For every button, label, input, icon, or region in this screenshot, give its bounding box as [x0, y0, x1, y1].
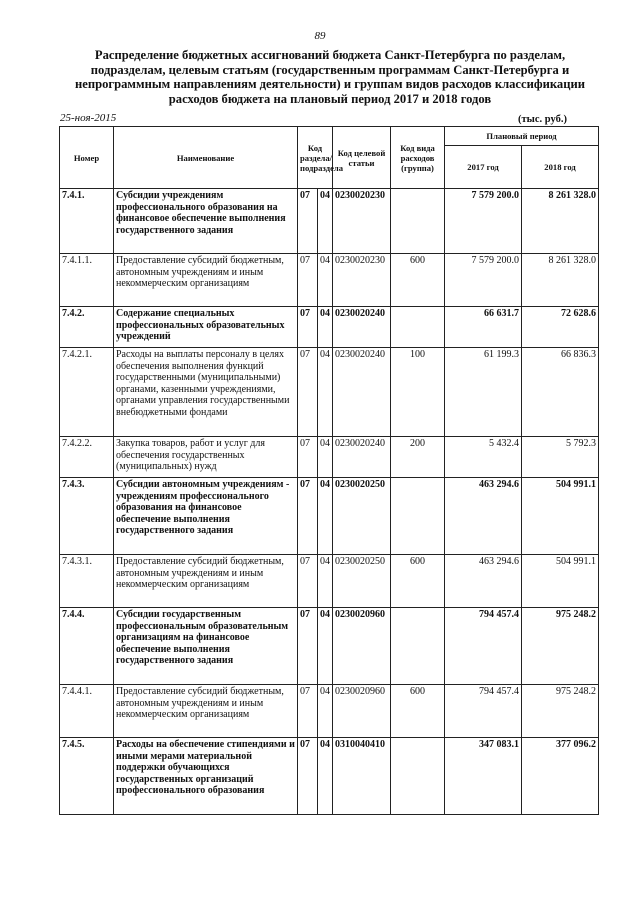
row-2018: 5 792.3: [522, 437, 599, 478]
row-name: Расходы на выплаты персоналу в целях обеспечения выполнения функций государственными (муниципальными) органами, казенными учреждениями, органами управления государственными внебюджетными фондами: [114, 348, 298, 437]
table-row: [60, 348, 599, 437]
row-target: 0230020240: [333, 348, 391, 437]
row-section: 07: [298, 437, 318, 478]
row-2018: 66 836.3: [522, 348, 599, 437]
row-2018: 377 096.2: [522, 738, 599, 815]
row-target: 0230020250: [333, 478, 391, 555]
row-2018: 504 991.1: [522, 555, 599, 608]
row-section: 07: [298, 478, 318, 555]
page-number: 89: [314, 30, 326, 42]
row-name: Субсидии государственным профессиональным образовательным организациям на финансовое обеспечение выполнения государственного задания: [114, 608, 298, 685]
row-name: Закупка товаров, работ и услуг для обеспечения государственных (муниципальных) нужд: [114, 437, 298, 478]
row-type: 100: [391, 348, 445, 437]
row-section: 07: [298, 555, 318, 608]
row-section: 07: [298, 608, 318, 685]
row-number: 7.4.1.: [60, 189, 114, 254]
row-2017: 794 457.4: [445, 685, 522, 738]
row-section: 07: [298, 738, 318, 815]
header-section: Код раздела/ подраздела: [298, 127, 333, 189]
row-name: Предоставление субсидий бюджетным, автономным учреждениям и иным некоммерческим организациям: [114, 254, 298, 307]
row-2017: 463 294.6: [445, 555, 522, 608]
row-type: [391, 478, 445, 555]
row-target: 0310040410: [333, 738, 391, 815]
row-number: 7.4.5.: [60, 738, 114, 815]
row-2017: 61 199.3: [445, 348, 522, 437]
row-section: 07: [298, 254, 318, 307]
header-target: Код целевой статьи: [333, 127, 391, 189]
row-type: [391, 307, 445, 348]
row-name: Субсидии учреждениям профессионального образования на финансовое обеспечение выполнения государственного задания: [114, 189, 298, 254]
header-number: Номер: [60, 127, 114, 189]
row-target: 0230020240: [333, 437, 391, 478]
row-2018: 504 991.1: [522, 478, 599, 555]
table-header-row: [60, 127, 599, 146]
row-type: [391, 608, 445, 685]
row-type: 600: [391, 254, 445, 307]
row-subsection: 04: [318, 348, 333, 437]
row-section: 07: [298, 348, 318, 437]
row-number: 7.4.2.2.: [60, 437, 114, 478]
document-title: Распределение бюджетных ассигнований бюджета Санкт-Петербурга по разделам, подразделам, целевым статьям (государственным программам Санкт-Петербурга и непрограммным направлениям деятельности) и группам видов расходов классификации расходов бюджета на плановый период 2017 и 2018 годов: [75, 48, 585, 106]
row-type: 600: [391, 555, 445, 608]
table-row: [60, 685, 599, 738]
units-label: (тыс. руб.): [518, 114, 567, 125]
row-subsection: 04: [318, 738, 333, 815]
row-subsection: 04: [318, 478, 333, 555]
row-name: Субсидии автономным учреждениям - учреждениям профессионального образования на финансовое обеспечение выполнения государственного задания: [114, 478, 298, 555]
row-target: 0230020960: [333, 685, 391, 738]
row-type: 200: [391, 437, 445, 478]
row-name: Предоставление субсидий бюджетным, автономным учреждениям и иным некоммерческим организациям: [114, 685, 298, 738]
row-2018: 72 628.6: [522, 307, 599, 348]
header-2017: 2017 год: [445, 146, 522, 189]
header-name: Наименование: [114, 127, 298, 189]
row-type: [391, 738, 445, 815]
row-number: 7.4.1.1.: [60, 254, 114, 307]
row-name: Расходы на обеспечение стипендиями и иными мерами материальной поддержки обучающихся государственных организаций профессионального образования: [114, 738, 298, 815]
row-2018: 8 261 328.0: [522, 254, 599, 307]
header-type: Код вида расходов (группа): [391, 127, 445, 189]
row-name: Предоставление субсидий бюджетным, автономным учреждениям и иным некоммерческим организациям: [114, 555, 298, 608]
table-row: [60, 555, 599, 608]
budget-table: [59, 126, 599, 815]
table-row: [60, 437, 599, 478]
row-number: 7.4.4.1.: [60, 685, 114, 738]
row-subsection: 04: [318, 685, 333, 738]
row-number: 7.4.3.1.: [60, 555, 114, 608]
row-2017: 463 294.6: [445, 478, 522, 555]
row-subsection: 04: [318, 189, 333, 254]
row-target: 0230020230: [333, 254, 391, 307]
row-section: 07: [298, 307, 318, 348]
document-date: 25-ноя-2015: [60, 112, 117, 124]
row-subsection: 04: [318, 437, 333, 478]
row-target: 0230020250: [333, 555, 391, 608]
row-number: 7.4.2.1.: [60, 348, 114, 437]
table-row: [60, 189, 599, 254]
row-2018: 8 261 328.0: [522, 189, 599, 254]
table-row: [60, 254, 599, 307]
row-type: [391, 189, 445, 254]
row-subsection: 04: [318, 608, 333, 685]
row-2017: 66 631.7: [445, 307, 522, 348]
row-number: 7.4.4.: [60, 608, 114, 685]
table-row: [60, 738, 599, 815]
row-2017: 7 579 200.0: [445, 189, 522, 254]
row-target: 0230020240: [333, 307, 391, 348]
row-2018: 975 248.2: [522, 685, 599, 738]
row-number: 7.4.2.: [60, 307, 114, 348]
table-row: [60, 608, 599, 685]
row-subsection: 04: [318, 555, 333, 608]
row-name: Содержание специальных профессиональных образовательных учреждений: [114, 307, 298, 348]
row-2017: 794 457.4: [445, 608, 522, 685]
row-subsection: 04: [318, 254, 333, 307]
row-2017: 7 579 200.0: [445, 254, 522, 307]
row-target: 0230020230: [333, 189, 391, 254]
row-type: 600: [391, 685, 445, 738]
table-row: [60, 478, 599, 555]
row-2017: 5 432.4: [445, 437, 522, 478]
header-period: Плановый период: [445, 127, 599, 146]
row-target: 0230020960: [333, 608, 391, 685]
table-row: [60, 307, 599, 348]
row-section: 07: [298, 685, 318, 738]
row-2017: 347 083.1: [445, 738, 522, 815]
row-number: 7.4.3.: [60, 478, 114, 555]
row-2018: 975 248.2: [522, 608, 599, 685]
row-subsection: 04: [318, 307, 333, 348]
header-2018: 2018 год: [522, 146, 599, 189]
row-section: 07: [298, 189, 318, 254]
